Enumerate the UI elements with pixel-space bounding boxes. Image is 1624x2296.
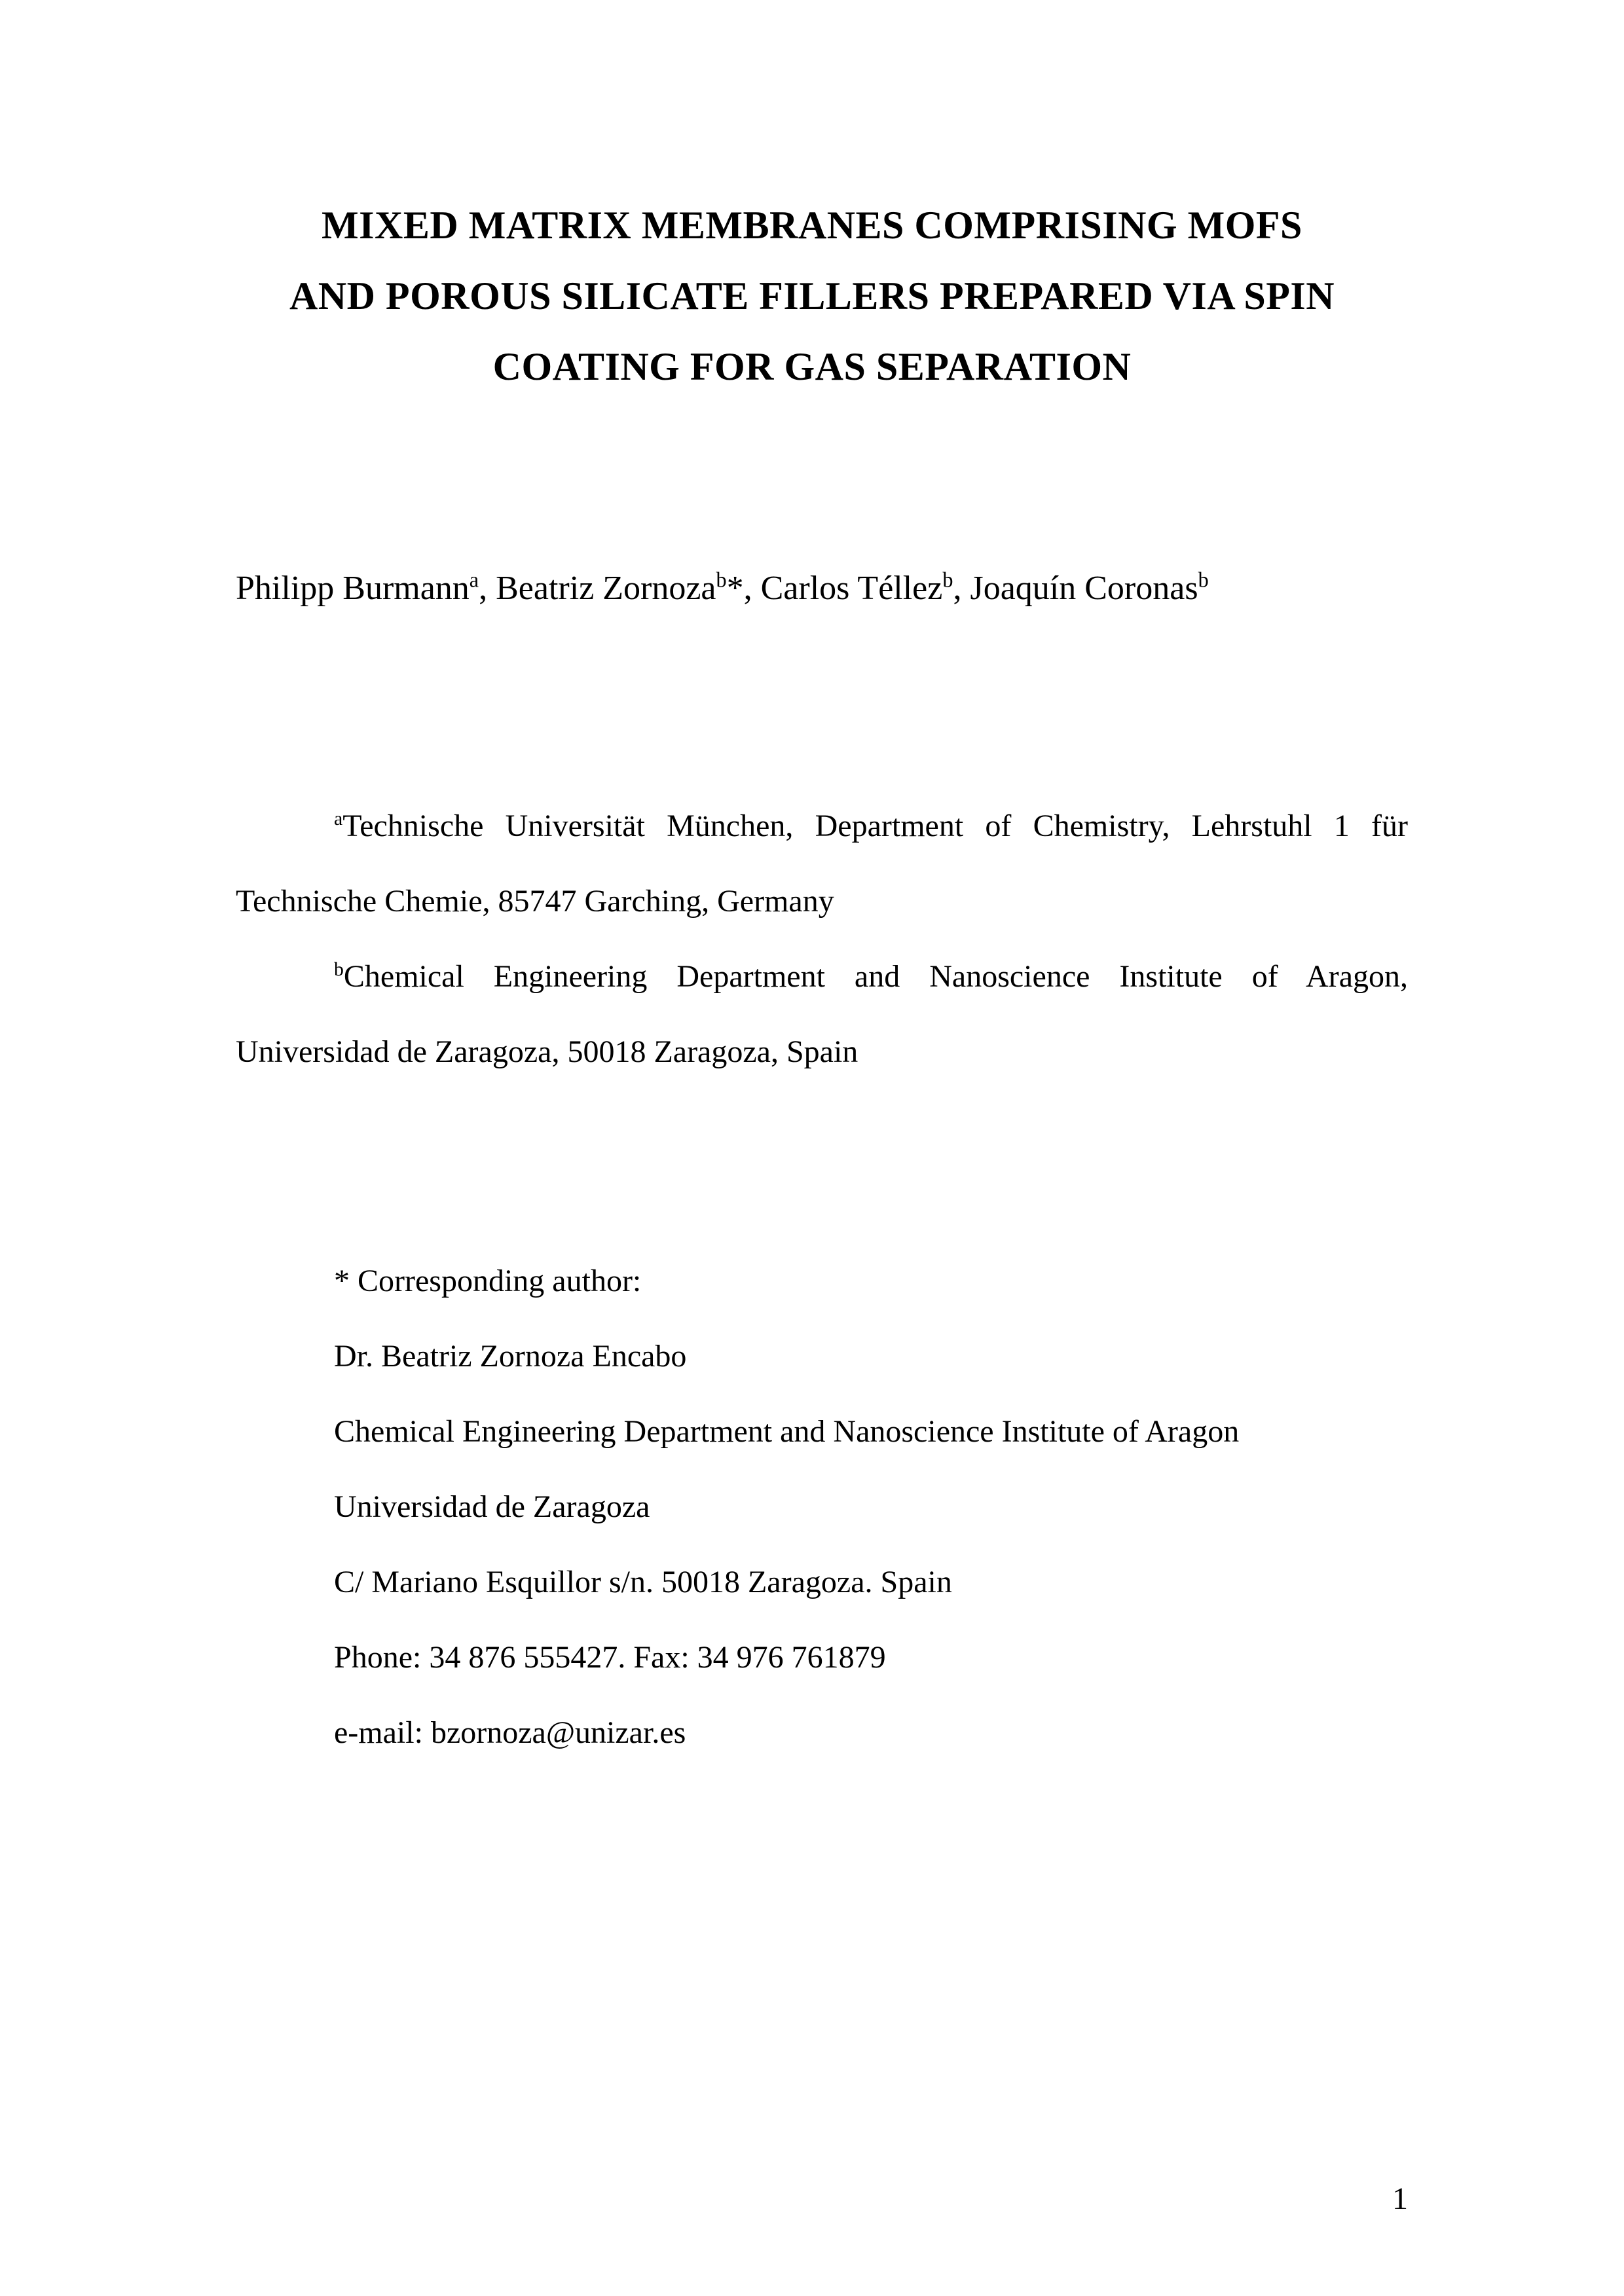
- affiliation-b: [236, 939, 1408, 1089]
- affiliation-a-text: Technische Universität München, Department of Chemistry, Lehrstuhl 1 für Technische Chemie, 85747 Garching, Germany: [236, 809, 1408, 919]
- affiliation-b-text: Chemical Engineering Department and Nanoscience Institute of Aragon, Universidad de Zaragoza, 50018 Zaragoza, Spain: [236, 959, 1408, 1069]
- affiliations-block: [236, 788, 1408, 1089]
- paper-title: [0, 0, 1624, 402]
- author-name: *, Carlos Téllez: [726, 570, 943, 607]
- page-body: [236, 566, 1408, 1770]
- author-affiliation-mark: a: [469, 568, 479, 592]
- corresponding-author-phone-fax: Phone: 34 876 555427. Fax: 34 976 761879: [334, 1640, 886, 1675]
- corresponding-author-department: Chemical Engineering Department and Nanoscience Institute of Aragon: [334, 1414, 1240, 1449]
- corresponding-author-university: Universidad de Zaragoza: [334, 1489, 650, 1524]
- author-affiliation-mark: b: [942, 568, 953, 592]
- affiliation-a-mark: a: [334, 808, 343, 829]
- affiliation-a: [236, 788, 1408, 939]
- author-name: , Joaquín Coronas: [953, 570, 1198, 607]
- corresponding-author-block: [236, 1243, 1408, 1770]
- affiliation-b-mark: b: [334, 958, 344, 980]
- author-name: Philipp Burmann: [236, 570, 470, 607]
- authors-line: [236, 566, 1408, 611]
- corresponding-author-heading: * Corresponding author:: [334, 1264, 642, 1298]
- paper-title-line-2: AND POROUS SILICATE FILLERS PREPARED VIA SPIN: [289, 274, 1335, 318]
- author-affiliation-mark: b: [1198, 568, 1209, 592]
- paper-title-line-3: COATING FOR GAS SEPARATION: [492, 345, 1132, 388]
- author-name: , Beatriz Zornoza: [479, 570, 716, 607]
- author-affiliation-mark: b: [716, 568, 727, 592]
- page-number: 1: [1392, 2181, 1408, 2216]
- corresponding-author-address: C/ Mariano Esquillor s/n. 50018 Zaragoza. Spain: [334, 1565, 952, 1599]
- corresponding-author-email: e-mail: bzornoza@unizar.es: [334, 1715, 686, 1750]
- corresponding-author-name: Dr. Beatriz Zornoza Encabo: [334, 1339, 687, 1374]
- paper-title-line-1: MIXED MATRIX MEMBRANES COMPRISING MOFS: [322, 204, 1302, 247]
